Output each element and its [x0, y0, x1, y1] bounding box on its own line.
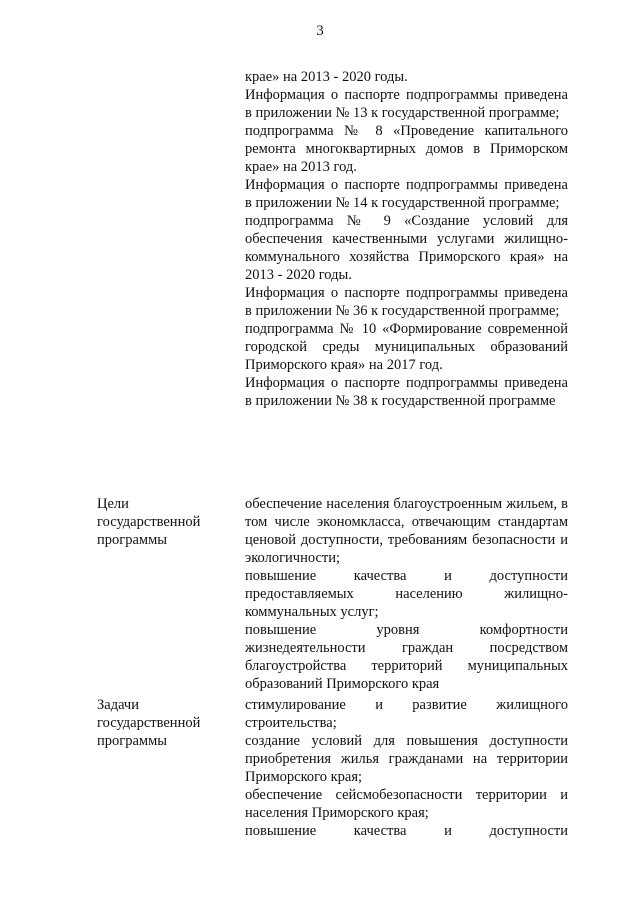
label-line: Цели: [97, 496, 129, 512]
goal-item: повышение уровня комфортности жизнедеятельности граждан посредством благоустройства территорий муниципальных образований Приморского края: [245, 622, 568, 692]
paragraph: Информация о паспорте подпрограммы приведена в приложении № 14 к государственной программе;: [245, 177, 568, 211]
paragraph: Информация о паспорте подпрограммы приведена в приложении № 13 к государственной программе;: [245, 87, 568, 121]
task-item: создание условий для повышения доступности приобретения жилья гражданами на территории Приморского края;: [245, 733, 568, 785]
task-item: обеспечение сейсмобезопасности территории и населения Приморского края;: [245, 787, 568, 821]
label-line: Задачи: [97, 697, 139, 713]
label-line: государственной: [97, 514, 201, 530]
subprograms-text: [245, 68, 568, 410]
paragraph: подпрограмма № 9 «Создание условий для обеспечения качественными услугами жилищно-коммунального хозяйства Приморского края» на 2013 - 2020 годы.: [245, 213, 568, 283]
tasks-label: [97, 696, 237, 750]
paragraph: подпрограмма № 8 «Проведение капитального ремонта многоквартирных домов в Приморском крае» на 2013 год.: [245, 123, 568, 175]
label-line: программы: [97, 733, 167, 749]
page-number: 3: [316, 23, 324, 39]
paragraph: подпрограмма № 10 «Формирование современной городской среды муниципальных образований Приморского края» на 2017 год.: [245, 321, 568, 373]
goals-label: [97, 495, 237, 549]
paragraph: крае» на 2013 - 2020 годы.: [245, 69, 408, 85]
paragraph: Информация о паспорте подпрограммы приведена в приложении № 38 к государственной программе: [245, 375, 568, 409]
tasks-text: [245, 696, 568, 840]
label-line: государственной: [97, 715, 201, 731]
goal-item: повышение качества и доступности предоставляемых населению жилищно-коммунальных услуг;: [245, 568, 568, 620]
label-line: программы: [97, 532, 167, 548]
paragraph: Информация о паспорте подпрограммы приведена в приложении № 36 к государственной программе;: [245, 285, 568, 319]
task-item: повышение качества и доступности: [245, 823, 568, 839]
goal-item: обеспечение населения благоустроенным жильем, в том числе экономкласса, отвечающим стандартам ценовой доступности, требованиям безопасности и экологичности;: [245, 496, 568, 566]
goals-text: [245, 495, 568, 693]
task-item: стимулирование и развитие жилищного строительства;: [245, 697, 568, 731]
